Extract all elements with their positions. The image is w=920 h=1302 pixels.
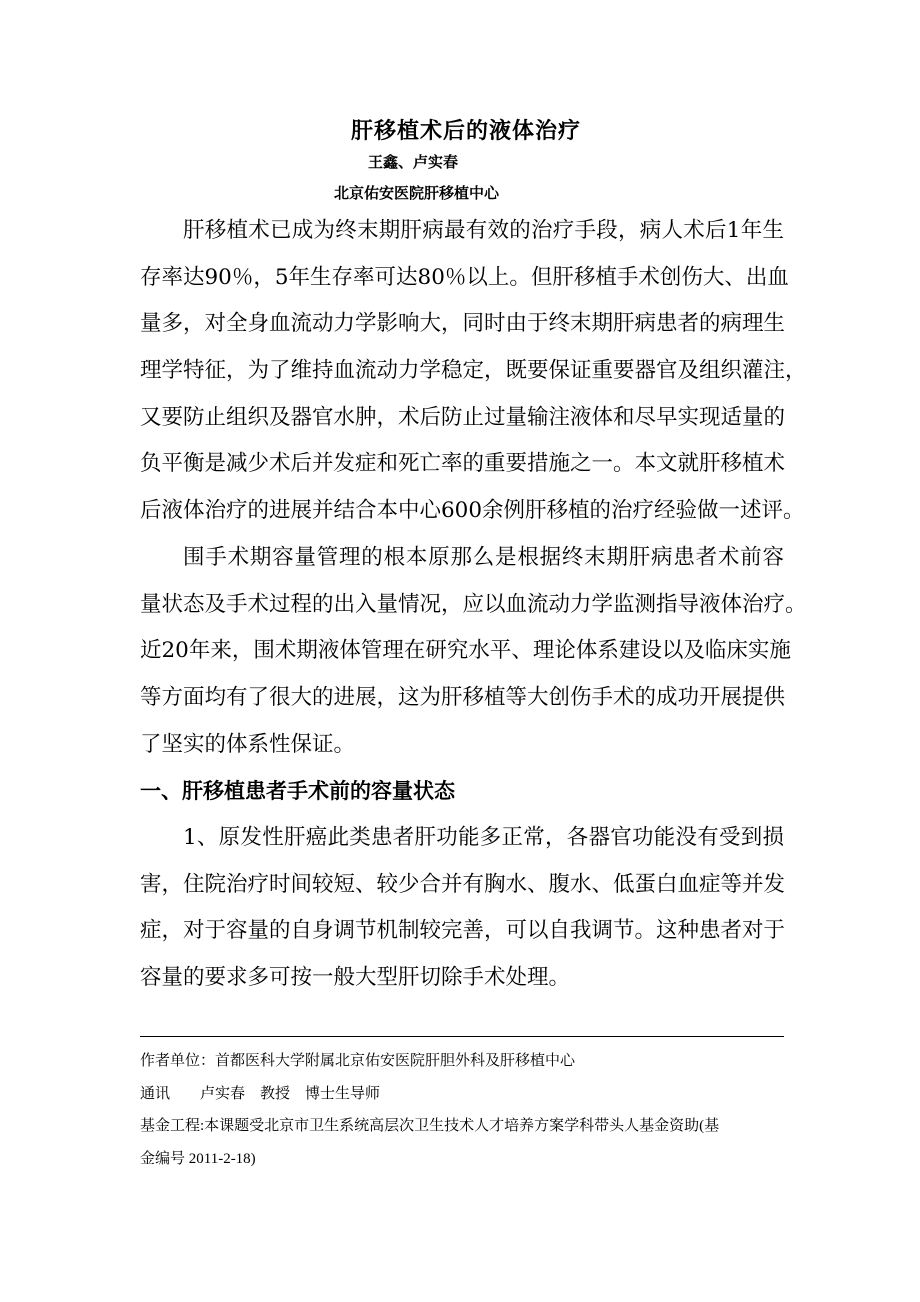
text-line: 量状态及手术过程的出入量情况，应以血流动力学监测指导液体治疗。 <box>140 591 807 617</box>
text-line: 量多，对全身血流动力学影响大，同时由于终末期肝病患者的病理生 <box>140 311 786 337</box>
text-line: 了坚实的体系性保证。 <box>140 731 356 757</box>
footnote-line: 基金工程:本课题受北京市卫生系统高层次卫生技术人才培养方案学科带头人基金资助(基 <box>140 1118 720 1134</box>
paragraph <box>140 212 807 539</box>
text-line: 害，住院治疗时间较短、较少合并有胸水、腹水、低蛋白血症等并发 <box>140 871 786 897</box>
text-line: 近20年来，围术期液体管理在研究水平、理论体系建设以及临床实施 <box>140 638 791 664</box>
text-line: 1、原发性肝癌此类患者肝功能多正常，各器官功能没有受到损 <box>183 824 784 850</box>
authors: 王鑫、卢实春 <box>368 153 459 171</box>
footnote-line: 金编号 2011-2-18) <box>140 1150 256 1167</box>
affiliation: 北京佑安医院肝移植中心 <box>334 184 500 202</box>
text-line: 又要防止组织及器官水肿，术后防止过量输注液体和尽早实现适量的 <box>140 404 786 430</box>
text-line: 等方面均有了很大的进展，这为肝移植等大创伤手术的成功开展提供 <box>140 684 786 710</box>
footnote-divider <box>140 1036 784 1037</box>
footnote-line: 作者单位：首都医科大学附属北京佑安医院肝胆外科及肝移植中心 <box>140 1053 576 1069</box>
paragraph <box>140 819 784 1006</box>
document-title: 肝移植术后的液体治疗 <box>350 118 581 144</box>
text-line: 理学特征，为了维持血流动力学稳定，既要保证重要器官及组织灌注， <box>140 358 807 384</box>
text-line: 后液体治疗的进展并结合本中心600余例肝移植的治疗经验做一述评。 <box>140 498 805 524</box>
footnote-line: 通讯 卢实春 教授 博士生导师 <box>140 1085 381 1102</box>
text-line: 存率达90％，5年生存率可达80％以上。但肝移植手术创伤大、出血 <box>140 264 789 290</box>
section-heading <box>140 772 784 819</box>
text-line: 负平衡是减少术后并发症和死亡率的重要措施之一。本文就肝移植术 <box>140 451 786 477</box>
text-line: 围手术期容量管理的根本原那么是根据终末期肝病患者术前容 <box>183 544 784 570</box>
document-body <box>140 212 807 1006</box>
text-line: 症，对于容量的自身调节机制较完善，可以自我调节。这种患者对于 <box>140 918 786 944</box>
text-line: 一、肝移植患者手术前的容量状态 <box>140 778 455 804</box>
paragraph <box>140 539 807 772</box>
text-line: 肝移植术已成为终末期肝病最有效的治疗手段，病人术后1年生 <box>183 218 784 243</box>
text-line: 容量的要求多可按一般大型肝切除手术处理。 <box>140 965 571 990</box>
footnotes <box>140 1045 790 1175</box>
